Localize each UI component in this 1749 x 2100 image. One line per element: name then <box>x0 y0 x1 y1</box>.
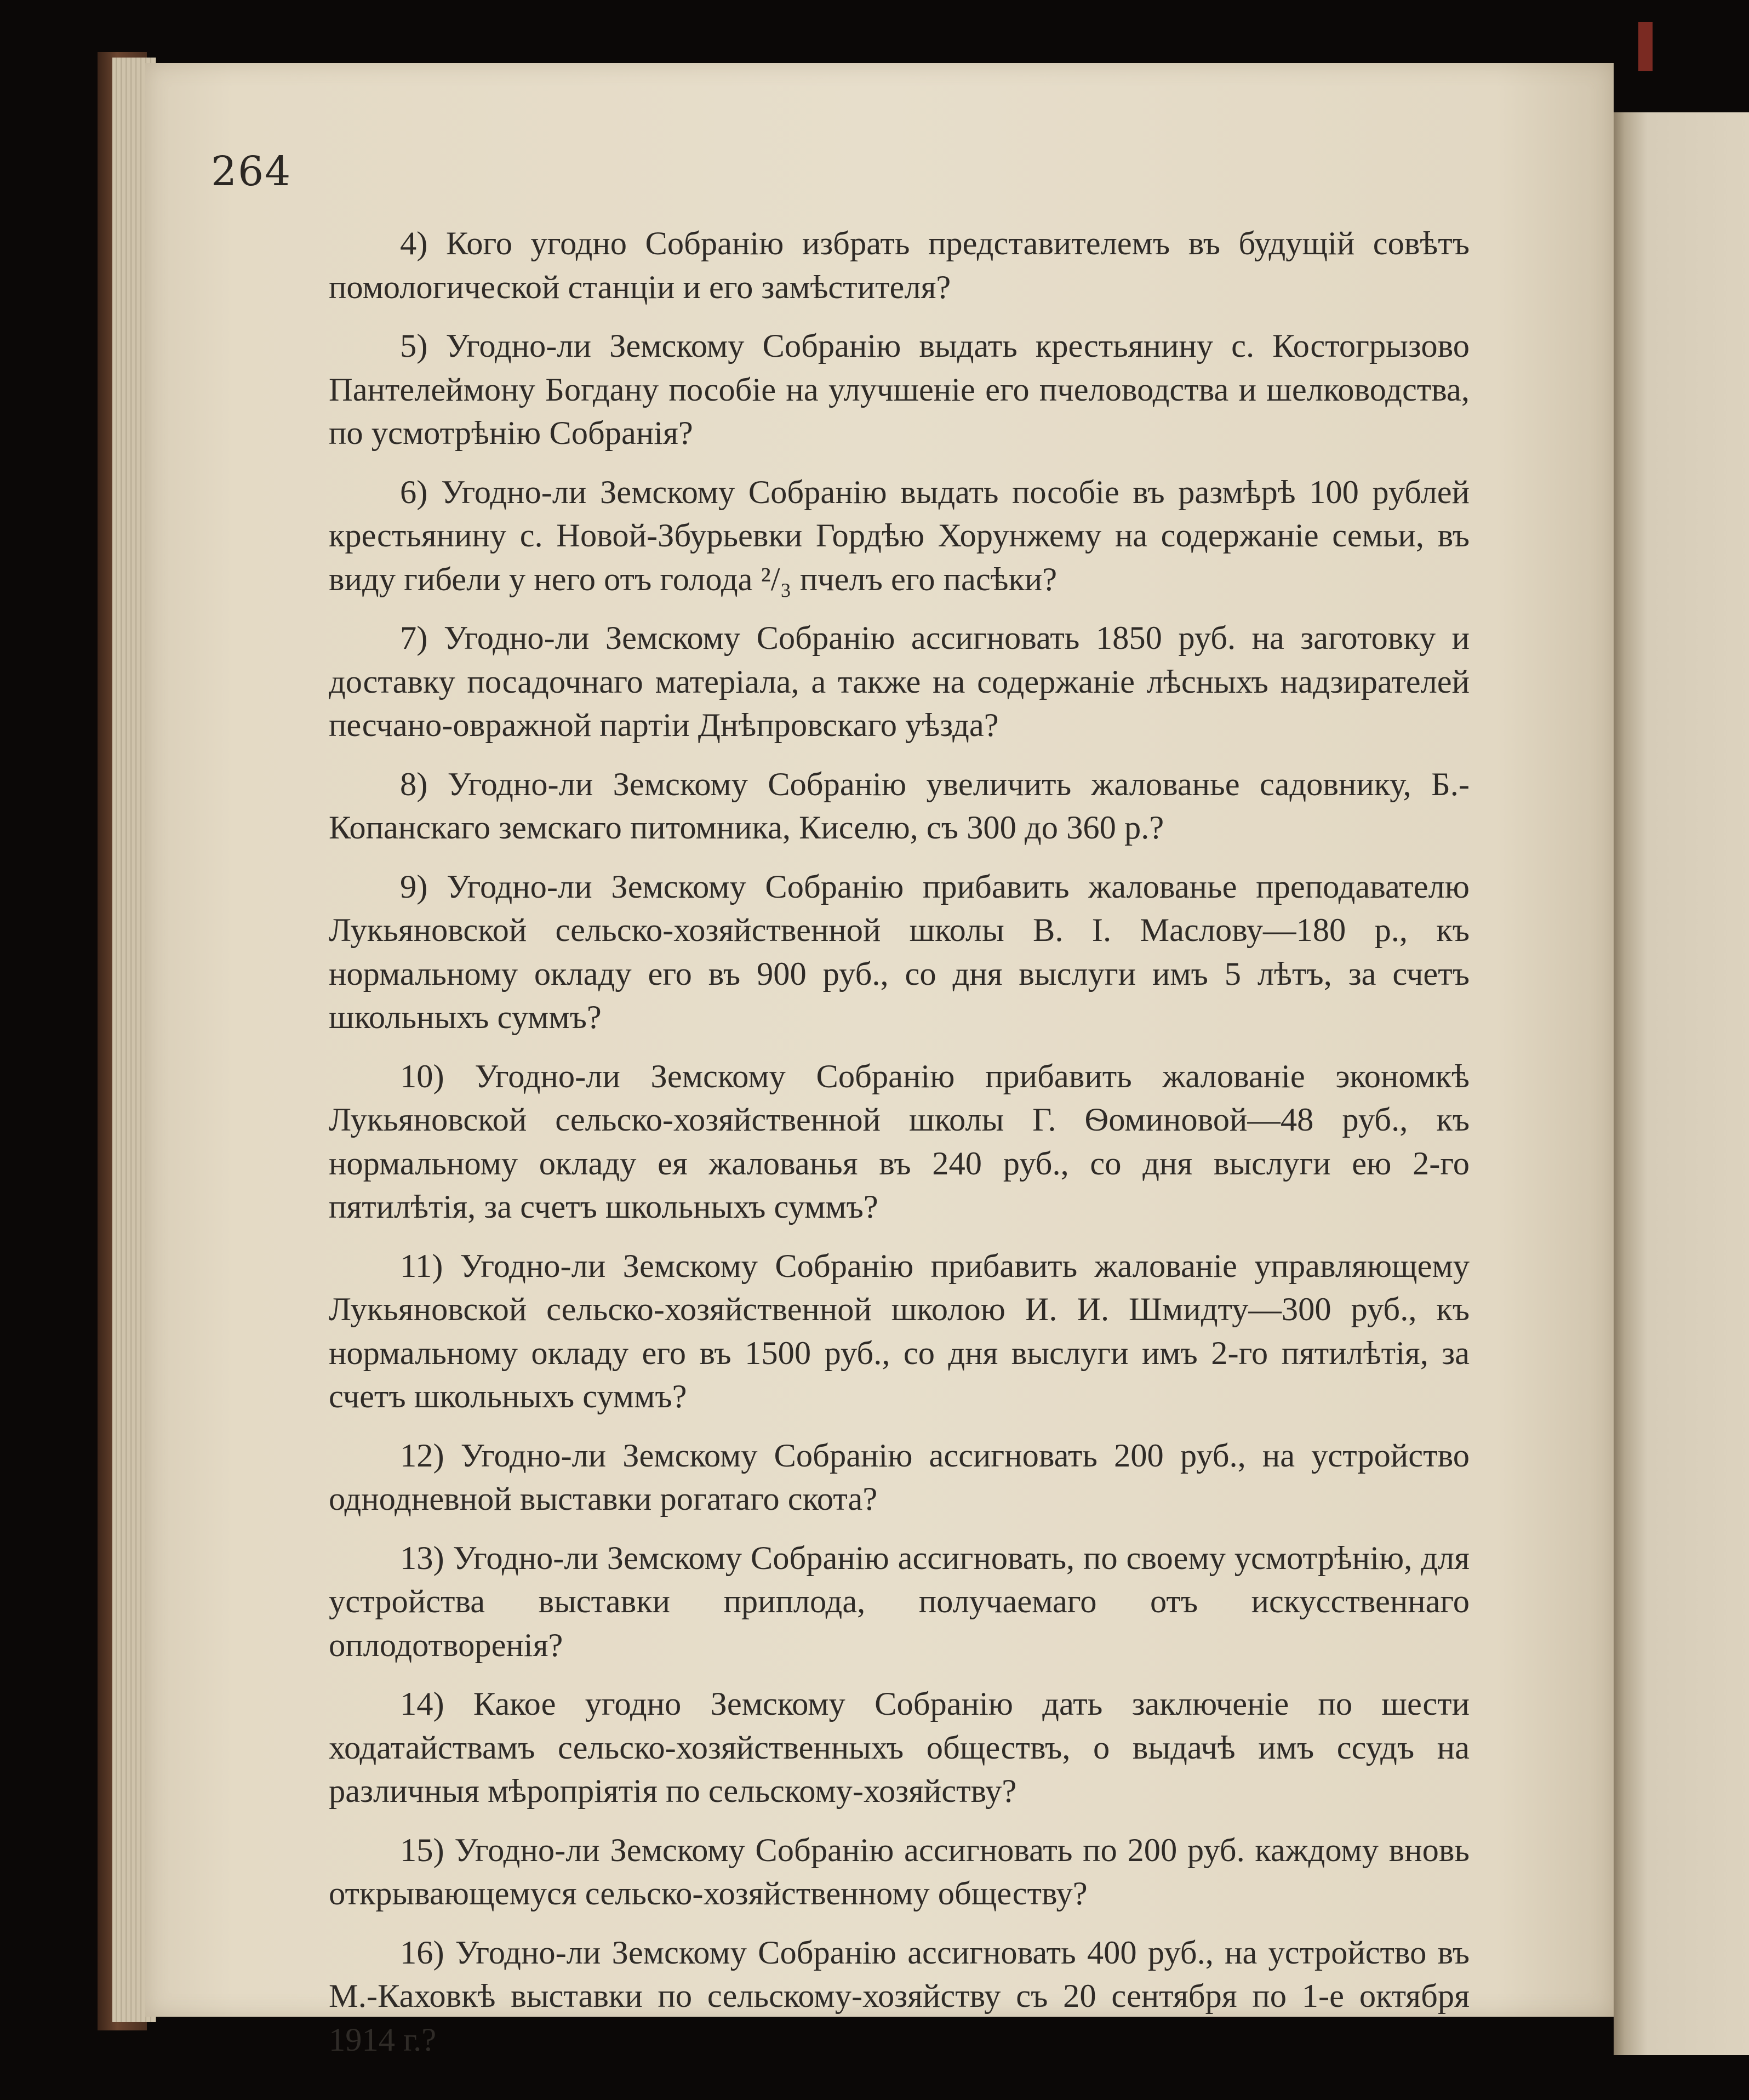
question-paragraph: 13) Угодно-ли Земскому Собранію ассигновать, по своему усмотрѣнію, для устройства выставки приплода, получаемаго отъ искусственнаго оплодотворенія? <box>329 1539 1470 1664</box>
facing-page <box>1614 112 1749 2055</box>
bookmark-ribbon <box>1638 22 1653 71</box>
question-paragraph: 10) Угодно-ли Земскому Собранію прибавить жалованіе экономкѣ Лукьяновской сельско-хозяйственной школы Г. Ѳоминовой—48 руб., къ нормальному окладу ея жалованья въ 240 руб., со дня выслуги ею 2-го пятилѣтія, за счетъ школьныхъ суммъ? <box>329 1058 1470 1225</box>
question-paragraph: 16) Угодно-ли Земскому Собранію ассигновать 400 руб., на устройство въ М.-Каховкѣ выставки по сельскому-хозяйству съ 20 сентября по 1-е октября 1914 г.? <box>329 1934 1470 2058</box>
question-paragraph: 6) Угодно-ли Земскому Собранію выдать пособіе въ размѣрѣ 100 рублей крестьянину с. Новой-Збурьевки Гордѣю Хорунжему на содержаніе семьи, въ виду гибели у него отъ голода ²/₃ пчелъ его пасѣки? <box>329 473 1470 598</box>
question-paragraph: 4) Кого угодно Собранію избрать представителемъ въ будущій совѣтъ помологической станціи и его замѣстителя? <box>329 225 1470 306</box>
question-paragraph: 15) Угодно-ли Земскому Собранію ассигновать по 200 руб. каждому вновь открывающемуся сельско-хозяйственному обществу? <box>329 1831 1470 1912</box>
question-paragraph: 8) Угодно-ли Земскому Собранію увеличить жалованье садовнику, Б.-Копанскаго земскаго питомника, Киселю, съ 300 до 360 р.? <box>329 766 1470 846</box>
question-paragraph: 12) Угодно-ли Земскому Собранію ассигновать 200 руб., на устройство однодневной выставки рогатаго скота? <box>329 1437 1470 1517</box>
page-number: 264 <box>211 148 292 195</box>
question-paragraph: 5) Угодно-ли Земскому Собранію выдать крестьянину с. Костогрызово Пантелеймону Богдану пособіе на улучшеніе его пчеловодства и шелководства, по усмотрѣнію Собранія? <box>329 328 1470 452</box>
question-list <box>329 222 1470 2062</box>
question-paragraph: 9) Угодно-ли Земскому Собранію прибавить жалованье преподавателю Лукьяновской сельско-хозяйственной школы В. І. Маслову—180 р., къ нормальному окладу его въ 900 руб., со дня выслуги имъ 5 лѣтъ, за счетъ школьныхъ суммъ? <box>329 868 1470 1036</box>
question-paragraph: 11) Угодно-ли Земскому Собранію прибавить жалованіе управляющему Лукьяновской сельско-хозяйственной школою И. И. Шмидту—300 руб., къ нормальному окладу его въ 1500 руб., со дня выслуги имъ 2-го пятилѣтія, за счетъ школьныхъ суммъ? <box>329 1247 1470 1415</box>
question-paragraph: 7) Угодно-ли Земскому Собранію ассигновать 1850 руб. на заготовку и доставку посадочнаго матеріала, а также на содержаніе лѣсныхъ надзирателей песчано-овражной партіи Днѣпровскаго уѣзда? <box>329 620 1470 744</box>
question-paragraph: 14) Какое угодно Земскому Собранію дать заключеніе по шести ходатайствамъ сельско-хозяйственныхъ обществъ, о выдачѣ имъ ссудъ на различныя мѣропріятія по сельскому-хозяйству? <box>329 1686 1470 1810</box>
